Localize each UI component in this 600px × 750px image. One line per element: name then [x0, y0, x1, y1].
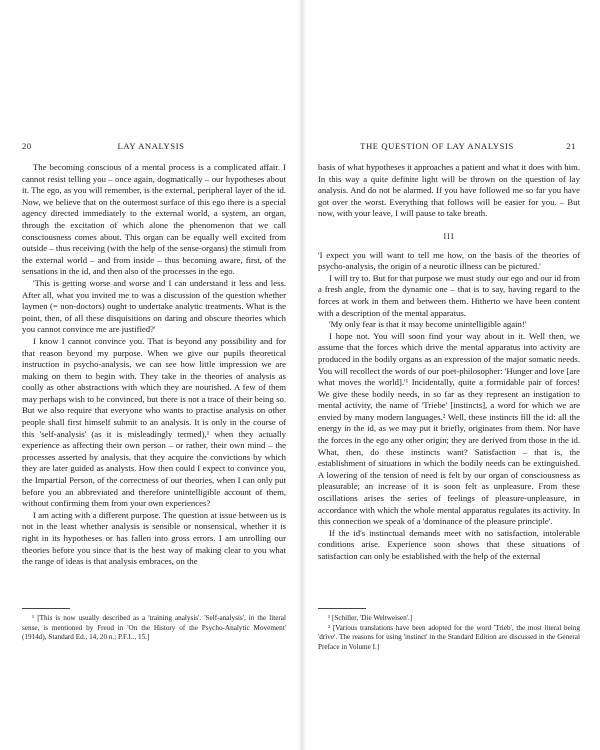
footnote: ¹ [This is now usually described as a 'training analysis'. 'Self-analysis', in the literal sense, is mentioned by Freud in 'On the History of the Psycho-Analytic Movement' (1914d), Standard Ed., 14, 20 n.; P.F.L., 15.]: [22, 614, 286, 642]
right-running-title: THE QUESTION OF LAY ANALYSIS: [360, 141, 514, 151]
paragraph: 'This is getting worse and worse and I can understand it less and less. After all, what you invited me to was a discussion of the question whether laymen (= non-doctors) ought to undertake analytic treatments. What is the point, then, of all these disquisitions on daring and obscure theories which you cannot convince me are justified?': [22, 277, 286, 335]
right-page: [302, 0, 600, 750]
paragraph: The becoming conscious of a mental process is a complicated affair. I cannot resist telling you – once again, dogmatically – our hypotheses about it. The ego, as you will remember, is the external, peripheral layer of the id. Now, we believe that on the outermost surface of this ego there is a special agency directed immediately to the external world, a system, an organ, through the excitation of which alone the phenomenon that we call consciousness comes about. This organ can be equally well excited from outside – thus receiving (with the help of the sense-organs) the stimuli from the external world – and from inside – thus becoming aware, first, of the sensations in the id, and then also of the processes in the ego.: [22, 162, 286, 277]
paragraph: If the id's instinctual demands meet with no satisfaction, intolerable conditions arise. Experience soon shows that these situations of satisfaction can only be established with the help of the external: [318, 527, 580, 561]
left-page-number: 20: [22, 141, 32, 151]
paragraph: I will try to. But for that purpose we must study our ego and our id from a fresh angle, from the dynamic one – that is to say, having regard to the forces at work in them and between them. Hitherto we have been content with a description of the mental apparatus.: [318, 272, 580, 318]
left-body-text: [22, 162, 286, 568]
right-page-number: 21: [566, 141, 576, 151]
footnote: ² [Various translations have been adopted for the word 'Trieb', the most literal being 'drive'. The reasons for using 'instinct' in the Standard Edition are discussed in the General Preface in Volume I.]: [318, 623, 580, 651]
paragraph: 'I expect you will want to tell me how, on the basis of the theories of psycho-analysis, the origin of a neurotic illness can be pictured.': [318, 249, 580, 272]
section-number: III: [443, 231, 455, 241]
paragraph: I know I cannot convince you. That is beyond any possibility and for that reason beyond my purpose. When we give our pupils theoretical instruction in psycho-analysis, we can see how little impression we are making on them to begin with. They take in the theories of analysis as coolly as other abstractions with which they are nourished. A few of them may perhaps wish to be convinced, but there is not a trace of their being so. But we also require that everyone who wants to practise analysis on other people shall first himself submit to an analysis. It is only in the course of this 'self-analysis' (as it is misleadingly termed),¹ when they actually experience as affecting their own person – or rather, their own mind – the processes asserted by analysis, that they acquire the convictions by which they are later guided as analysts. How then could I expect to convince you, the Impartial Person, of the correctness of our theories, when I can only put before you an abbreviated and therefore unintelligible account of them, without confirming them from your own experiences?: [22, 335, 286, 509]
paragraph: I hope not. You will soon find your way about in it. Well then, we assume that the forces which drive the mental apparatus into activity are produced in the bodily organs as an expression of the major somatic needs. You will recollect the words of our poet-philosopher: 'Hunger and love [are what moves the world].'¹ Incidentally, quite a formidable pair of forces! We give these bodily needs, in so far as they represent an instigation to mental activity, the name of 'Triebe' [instincts], a word for which we are envied by many modern languages.² Well, these instincts fill the id: all the energy in the id, as we may put it briefly, originates from them. Nor have the forces in the ego any other origin; they are derived from those in the id. What, then, do these instincts want? Satisfaction – that is, the establishment of situations in which the bodily needs can be extinguished. A lowering of the tension of need is felt by our organ of consciousness as pleasurable; an increase of it is soon felt as unpleasure. From these oscillations arises the series of feelings of pleasure-unpleasure, in accordance with which the whole mental apparatus regulates its activity. In this connection we speak of a 'dominance of the pleasure principle'.: [318, 330, 580, 527]
right-running-head: [302, 141, 600, 153]
left-running-head: [0, 141, 302, 153]
paragraph: I am acting with a different purpose. The question at issue between us is not in the least whether analysis is sensible or nonsensical, whether it is right in its hypotheses or has fallen into gross errors. I am unrolling our theories before you since that is the best way of making clear to you what the range of ideas is that analysis embraces, on the: [22, 509, 286, 567]
paragraph: 'My only fear is that it may become unintelligible again!': [329, 319, 527, 330]
footnote: ¹ [Schiller, 'Die Weltweisen'.]: [328, 614, 413, 622]
left-running-title: LAY ANALYSIS: [117, 141, 185, 151]
footnote-rule: [22, 608, 70, 609]
right-body-text: [318, 162, 580, 563]
left-footnotes: [22, 614, 286, 643]
right-footnotes: [318, 614, 580, 652]
paragraph: basis of what hypotheses it approaches a patient and what it does with him. In this way a quite definite light will be thrown on the question of lay analysis. And do not be alarmed. If you have followed me so far you have got over the worst. Everything that follows will be easier for you. – But now, with your leave, I will pause to take breath.: [318, 162, 580, 219]
footnote-rule: [318, 608, 366, 609]
